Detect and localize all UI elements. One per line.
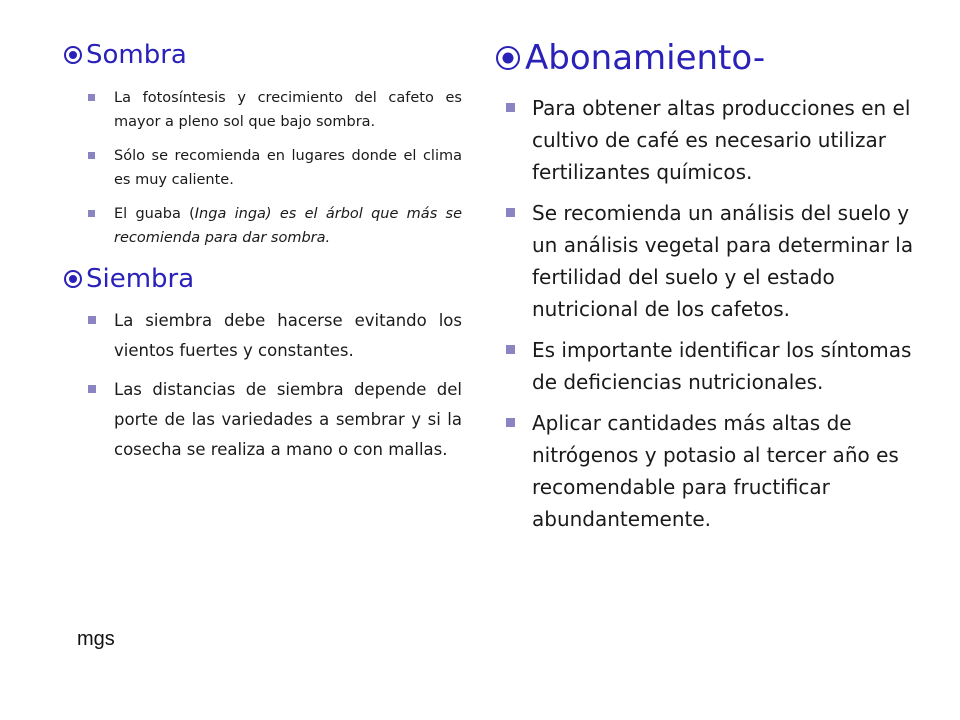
square-bullet-icon (506, 418, 515, 427)
list-item-text: La siembra debe hacerse evitando los vientos fuertes y constantes. (114, 311, 462, 360)
target-bullet-icon (64, 46, 82, 64)
list-item-text: Aplicar cantidades más altas de nitrógenos y potasio al tercer año es recomendable para fructificar abundantemente. (532, 411, 899, 531)
sombra-list (88, 86, 462, 260)
list-item (88, 86, 462, 134)
square-bullet-icon (88, 94, 95, 101)
list-item (506, 197, 936, 325)
heading-sombra-label: Sombra (86, 40, 187, 70)
square-bullet-icon (506, 208, 515, 217)
list-item-text: Es importante identificar los síntomas de deficiencias nutricionales. (532, 338, 912, 394)
list-item-text: Se recomienda un análisis del suelo y un análisis vegetal para determinar la fertilidad del suelo y el estado nutricional de los cafetos. (532, 201, 914, 321)
square-bullet-icon (506, 103, 515, 112)
heading-siembra (64, 264, 194, 294)
siembra-list (88, 306, 462, 474)
list-item (88, 144, 462, 192)
abonamiento-list (506, 92, 936, 544)
footer-initials: mgs (77, 628, 115, 650)
list-item (88, 375, 462, 465)
list-item (506, 92, 936, 188)
target-bullet-icon (496, 46, 520, 70)
heading-abonamiento (496, 38, 765, 78)
square-bullet-icon (88, 385, 96, 393)
list-item (88, 306, 462, 366)
list-item (506, 334, 936, 398)
square-bullet-icon (88, 152, 95, 159)
heading-sombra (64, 40, 187, 70)
heading-siembra-label: Siembra (86, 264, 195, 294)
list-item-text: Sólo se recomienda en lugares donde el clima es muy caliente. (114, 148, 462, 188)
list-item-italic-text: Inga inga) es el árbol que más se recomienda para dar sombra. (114, 206, 462, 246)
heading-abonamiento-label: Abonamiento- (525, 38, 766, 78)
list-item-text: Las distancias de siembra depende del porte de las variedades a sembrar y si la cosecha se realiza a mano o con mallas. (114, 380, 462, 459)
square-bullet-icon (88, 210, 95, 217)
target-bullet-icon (64, 270, 82, 288)
square-bullet-icon (88, 316, 96, 324)
list-item-text: El guaba ( (114, 206, 195, 222)
list-item-text: La fotosíntesis y crecimiento del cafeto es mayor a pleno sol que bajo sombra. (114, 90, 462, 130)
list-item-text: Para obtener altas producciones en el cultivo de café es necesario utilizar fertilizantes químicos. (532, 96, 911, 184)
square-bullet-icon (506, 345, 515, 354)
list-item (88, 202, 462, 250)
list-item (506, 407, 936, 535)
